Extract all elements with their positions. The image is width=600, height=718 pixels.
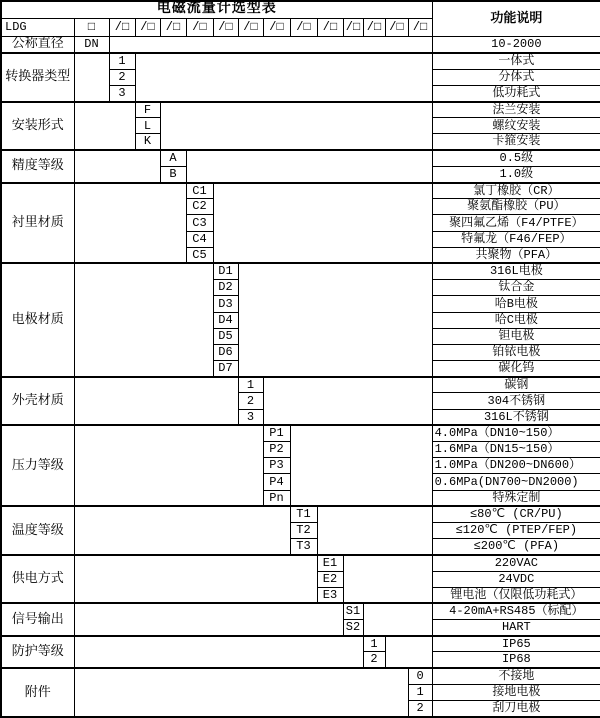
option-code: 1 (109, 53, 135, 69)
option-desc: 304不锈钢 (432, 393, 600, 409)
option-code: 2 (408, 701, 432, 717)
slash-code-box: /□ (238, 18, 263, 36)
option-desc: 24VDC (432, 571, 600, 587)
option-code: P4 (263, 474, 290, 490)
option-code: C1 (186, 183, 213, 199)
option-desc: 特氟龙（F46/FEP） (432, 231, 600, 247)
category-label-signal-output: 信号输出 (1, 603, 74, 635)
empty-region (74, 183, 186, 264)
function-column-header: 功能说明 (432, 1, 600, 36)
option-desc: 220VAC (432, 555, 600, 571)
model-prefix: LDG (1, 18, 74, 36)
category-label-protection: 防护等级 (1, 636, 74, 668)
option-desc: 4.0MPa（DN10~150） (432, 425, 600, 441)
empty-region (263, 377, 432, 426)
slash-code-box: /□ (135, 18, 160, 36)
category-label-electrode: 电极材质 (1, 263, 74, 376)
option-code: 0 (408, 668, 432, 684)
option-desc: 碳钢 (432, 377, 600, 393)
option-code: P1 (263, 425, 290, 441)
slash-code-box: /□ (408, 18, 432, 36)
empty-region (74, 377, 238, 426)
empty-region (290, 425, 432, 506)
slash-code-box: /□ (317, 18, 343, 36)
option-code: 3 (238, 409, 263, 425)
category-label-housing: 外壳材质 (1, 377, 74, 426)
option-code: E1 (317, 555, 343, 571)
option-desc: 1.0级 (432, 166, 600, 182)
option-desc: 接地电极 (432, 684, 600, 700)
empty-region (317, 506, 432, 555)
option-desc: 铂铱电极 (432, 344, 600, 360)
option-code: D4 (213, 312, 238, 328)
option-code: C4 (186, 231, 213, 247)
category-label-diameter: 公称直径 (1, 36, 74, 53)
empty-region (74, 150, 160, 182)
empty-region (74, 263, 213, 376)
option-desc: 钛合金 (432, 280, 600, 296)
option-desc: ≤80℃ (CR/PU) (432, 506, 600, 522)
option-desc: 共聚物（PFA） (432, 247, 600, 263)
option-desc: 聚四氟乙烯（F4/PTFE） (432, 215, 600, 231)
category-label-converter-type: 转换器类型 (1, 53, 74, 102)
option-code: T1 (290, 506, 317, 522)
empty-region (74, 53, 109, 102)
option-code: S1 (343, 603, 363, 619)
option-code: 2 (238, 393, 263, 409)
option-code: E3 (317, 587, 343, 603)
option-code: F (135, 102, 160, 118)
option-desc: 1.6MPa（DN15~150） (432, 442, 600, 458)
category-label-mounting: 安装形式 (1, 102, 74, 151)
option-desc: 不接地 (432, 668, 600, 684)
empty-region (363, 603, 432, 635)
option-code: D1 (213, 263, 238, 279)
option-desc: 钽电极 (432, 328, 600, 344)
option-code: C3 (186, 215, 213, 231)
empty-region (343, 555, 432, 604)
option-desc: ≤200℃ (PFA) (432, 539, 600, 555)
option-desc: IP65 (432, 636, 600, 652)
empty-region (385, 636, 432, 668)
option-desc: 低功耗式 (432, 85, 600, 101)
empty-region (74, 603, 343, 635)
option-code: K (135, 134, 160, 150)
slash-code-box: /□ (363, 18, 385, 36)
empty-region (135, 53, 432, 102)
option-desc: IP68 (432, 652, 600, 668)
empty-region (74, 555, 317, 604)
option-code: D6 (213, 344, 238, 360)
slash-code-box: /□ (385, 18, 408, 36)
slash-code-box: /□ (343, 18, 363, 36)
empty-region (74, 506, 290, 555)
empty-region (74, 636, 363, 668)
option-code: 1 (238, 377, 263, 393)
option-desc: 0.5级 (432, 150, 600, 166)
option-code: DN (74, 36, 109, 53)
option-code: 1 (363, 636, 385, 652)
option-desc: 4-20mA+RS485（标配） (432, 603, 600, 619)
option-desc: 螺纹安装 (432, 118, 600, 134)
category-label-power-supply: 供电方式 (1, 555, 74, 604)
empty-region (238, 263, 432, 376)
option-desc: 一体式 (432, 53, 600, 69)
category-label-temperature: 温度等级 (1, 506, 74, 555)
option-code: 3 (109, 85, 135, 101)
option-code: C5 (186, 247, 213, 263)
option-desc: ≤120℃ (PTEP/FEP) (432, 522, 600, 538)
option-code: P2 (263, 442, 290, 458)
option-desc: HART (432, 620, 600, 636)
empty-region (74, 102, 135, 151)
slash-code-box: /□ (263, 18, 290, 36)
option-desc: 刮刀电极 (432, 701, 600, 717)
option-desc: 0.6MPa(DN700~DN2000) (432, 474, 600, 490)
option-desc: 特殊定制 (432, 490, 600, 506)
category-label-lining: 衬里材质 (1, 183, 74, 264)
option-code: B (160, 166, 186, 182)
slash-code-box: /□ (290, 18, 317, 36)
option-code: P3 (263, 458, 290, 474)
option-desc: 法兰安装 (432, 102, 600, 118)
option-desc: 聚氨酯橡胶（PU） (432, 199, 600, 215)
option-code: 1 (408, 684, 432, 700)
option-desc: 哈B电极 (432, 296, 600, 312)
option-code: T3 (290, 539, 317, 555)
option-desc: 10-2000 (432, 36, 600, 53)
option-desc: 1.0MPa（DN200~DN600） (432, 458, 600, 474)
option-code: 2 (109, 69, 135, 85)
option-code: D2 (213, 280, 238, 296)
option-desc: 316L不锈钢 (432, 409, 600, 425)
option-code: C2 (186, 199, 213, 215)
option-code: D7 (213, 361, 238, 377)
slash-code-box: /□ (160, 18, 186, 36)
category-label-accuracy: 精度等级 (1, 150, 74, 182)
empty-region (109, 36, 432, 53)
option-desc: 316L电极 (432, 263, 600, 279)
option-code: T2 (290, 522, 317, 538)
table-title: 电磁流量计选型表 (1, 1, 432, 18)
empty-region (186, 150, 432, 182)
category-label-accessories: 附件 (1, 668, 74, 717)
option-desc: 碳化钨 (432, 361, 600, 377)
option-code: 2 (363, 652, 385, 668)
option-desc: 锂电池（仅限低功耗式） (432, 587, 600, 603)
category-label-pressure: 压力等级 (1, 425, 74, 506)
option-desc: 分体式 (432, 69, 600, 85)
option-code: L (135, 118, 160, 134)
slash-code-box: /□ (186, 18, 213, 36)
option-code: D5 (213, 328, 238, 344)
empty-region (160, 102, 432, 151)
option-desc: 氯丁橡胶（CR） (432, 183, 600, 199)
option-desc: 哈C电极 (432, 312, 600, 328)
empty-region (213, 183, 432, 264)
slash-code-box: /□ (213, 18, 238, 36)
option-code: S2 (343, 620, 363, 636)
slash-code-box: /□ (109, 18, 135, 36)
option-code: A (160, 150, 186, 166)
option-code: E2 (317, 571, 343, 587)
empty-region (74, 425, 263, 506)
option-code: Pn (263, 490, 290, 506)
option-desc: 卡箍安装 (432, 134, 600, 150)
code-box: □ (74, 18, 109, 36)
option-code: D3 (213, 296, 238, 312)
empty-region (74, 668, 408, 717)
